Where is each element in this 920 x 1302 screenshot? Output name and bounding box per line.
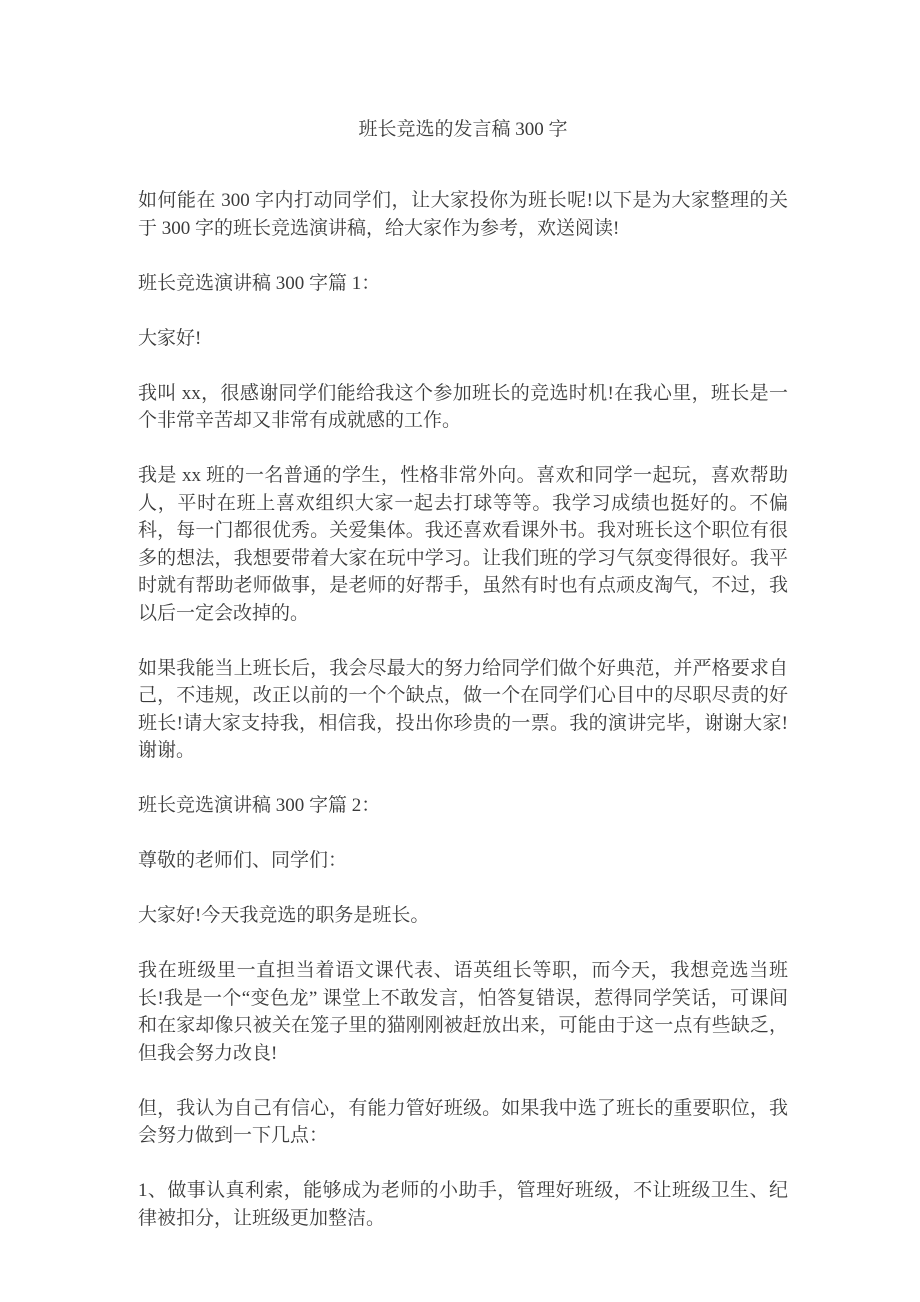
speech-2-greeting: 大家好!今天我竞选的职务是班长。: [138, 905, 430, 926]
speech-1-promise-paragraph: 如果我能当上班长后，我会尽最大的努力给同学们做个好典范，并严格要求自己，不违规，改正以前的一个个缺点，做一个在同学们心目中的尽职尽责的好班长!请大家支持我，相信我，投出你珍贵的一票。我的演讲完毕，谢谢大家!谢谢。: [138, 657, 788, 761]
speech-2-salutation: 尊敬的老师们、同学们：: [138, 850, 348, 871]
section-2-heading: 班长竞选演讲稿 300 字篇 2：: [138, 795, 381, 816]
speech-1-self-description-paragraph: 我是 xx 班的一名普通的学生，性格非常外向。喜欢和同学一起玩，喜欢帮助人，平时在班上喜欢组织大家一起去打球等等。我学习成绩也挺好的。不偏科，每一门都很优秀。关爱集体。我还喜欢看课外书。我对班长这个职位有很多的想法，我想要带着大家在玩中学习。让我们班的学习气氛变得很好。我平时就有帮助老师做事，是老师的好帮手，虽然有时也有点顽皮淘气，不过，我以后一定会改掉的。: [138, 465, 788, 624]
section-1-heading: 班长竞选演讲稿 300 字篇 1：: [138, 272, 381, 294]
speech-1-opening-paragraph: 我叫 xx，很感谢同学们能给我这个参加班长的竞选时机!在我心里，班长是一个非常辛苦却又非常有成就感的工作。: [138, 382, 788, 431]
document-title: 班长竞选的发言稿 300 字: [358, 119, 568, 140]
speech-2-confidence-paragraph: 但，我认为自己有信心，有能力管好班级。如果我中选了班长的重要职位，我会努力做到一下几点：: [138, 1097, 788, 1146]
intro-paragraph: 如何能在 300 字内打动同学们，让大家投你为班长呢!以下是为大家整理的关于 300 字的班长竞选演讲稿，给大家作为参考，欢送阅读!: [138, 190, 788, 239]
speech-1-greeting: 大家好!: [138, 327, 202, 349]
speech-2-point-1-paragraph: 1、做事认真利索，能够成为老师的小助手，管理好班级，不让班级卫生、纪律被扣分，让班级更加整洁。: [138, 1180, 788, 1229]
speech-2-self-description-paragraph: 我在班级里一直担当着语文课代表、语英组长等职，而今天，我想竞选当班长!我是一个“变色龙” 课堂上不敢发言，怕答复错误，惹得同学笑话，可课间和在家却像只被关在笼子里的猫刚刚被赶放出来，可能由于这一点有些缺乏，但我会努力改良!: [138, 960, 788, 1064]
